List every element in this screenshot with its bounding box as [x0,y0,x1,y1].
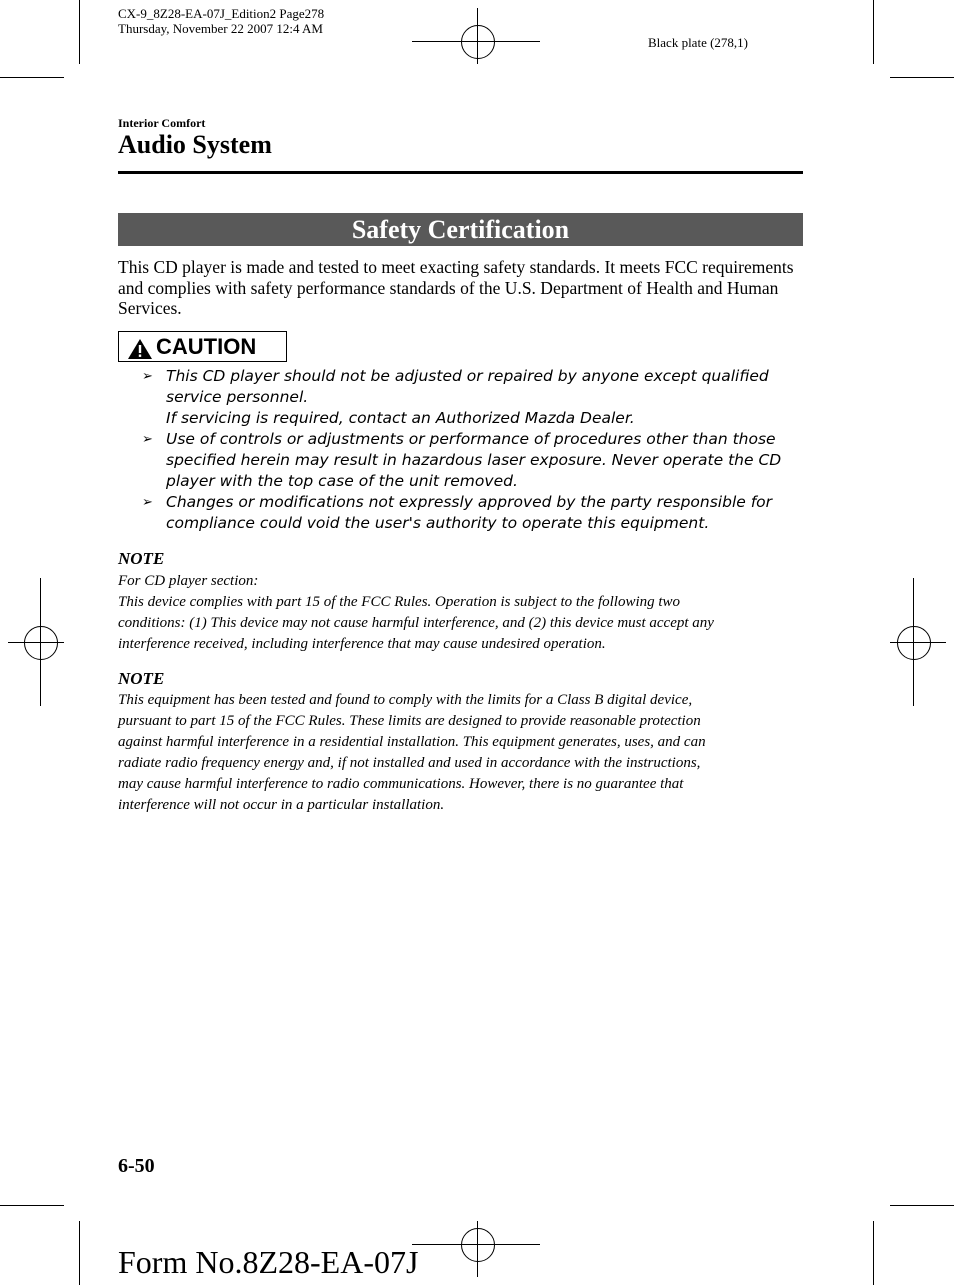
caution-line: Use of controls or adjustments or performance of procedures other than those [166,430,776,448]
note-line: pursuant to part 15 of the FCC Rules. These limits are designed to provide reasonable protection [118,713,701,729]
note-line: against harmful interference in a residential installation. This equipment generates, uses, and can [118,734,706,750]
note-line: may cause harmful interference to radio communications. However, there is no guarantee that [118,776,684,792]
caution-line: compliance could void the user's authority to operate this equipment. [166,514,710,532]
note-line: conditions: (1) This device may not cause harmful interference, and (2) this device must accept any [118,615,714,631]
section-heading: Safety Certification [118,213,803,246]
note-line: This equipment has been tested and found to comply with the limits for a Class B digital device, [118,692,693,708]
caution-label: CAUTION [156,334,257,359]
arrow-bullet-icon: ➢ [142,432,153,447]
page-number: 6-50 [118,1155,155,1177]
caution-line: player with the top case of the unit removed. [166,472,518,490]
note-line: radiate radio frequency energy and, if not installed and used in accordance with the instructions, [118,755,701,771]
caution-line: specified herein may result in hazardous laser exposure. Never operate the CD [166,451,782,469]
form-number: Form No.8Z28-EA-07J [118,1244,419,1280]
caution-list [142,366,792,534]
caution-box [118,331,287,362]
caution-line: If servicing is required, contact an Authorized Mazda Dealer. [166,409,635,427]
chapter-title: Audio System [118,130,272,159]
intro-paragraph: This CD player is made and tested to meet exacting safety standards. It meets FCC requirements and complies with safety performance standards of the U.S. Department of Health and Human Services. [118,257,794,318]
caution-item [142,429,792,492]
note-label: NOTE [118,669,165,688]
note-text [118,571,798,655]
note-line: interference will not occur in a particular installation. [118,797,445,813]
caution-line: service personnel. [166,388,309,406]
print-file-info: CX-9_8Z28-EA-07J_Edition2 Page278 [118,6,325,21]
print-header [118,6,324,36]
note-line: For CD player section: [118,573,259,589]
caution-item [142,366,792,429]
plate-info: Black plate (278,1) [648,35,748,50]
arrow-bullet-icon: ➢ [142,495,153,510]
note-label: NOTE [118,549,165,568]
caution-line: This CD player should not be adjusted or repaired by anyone except qualified [166,367,769,385]
arrow-bullet-icon: ➢ [142,369,153,384]
note-line: interference received, including interference that may cause undesired operation. [118,636,606,652]
print-timestamp: Thursday, November 22 2007 12:4 AM [118,21,323,36]
warning-triangle-icon [127,338,153,360]
caution-item [142,492,792,534]
title-divider [118,171,803,174]
note-line: This device complies with part 15 of the FCC Rules. Operation is subject to the following two [118,594,681,610]
note-text [118,690,798,816]
caution-line: Changes or modifications not expressly approved by the party responsible for [166,493,773,511]
section-label: Interior Comfort [118,116,206,130]
